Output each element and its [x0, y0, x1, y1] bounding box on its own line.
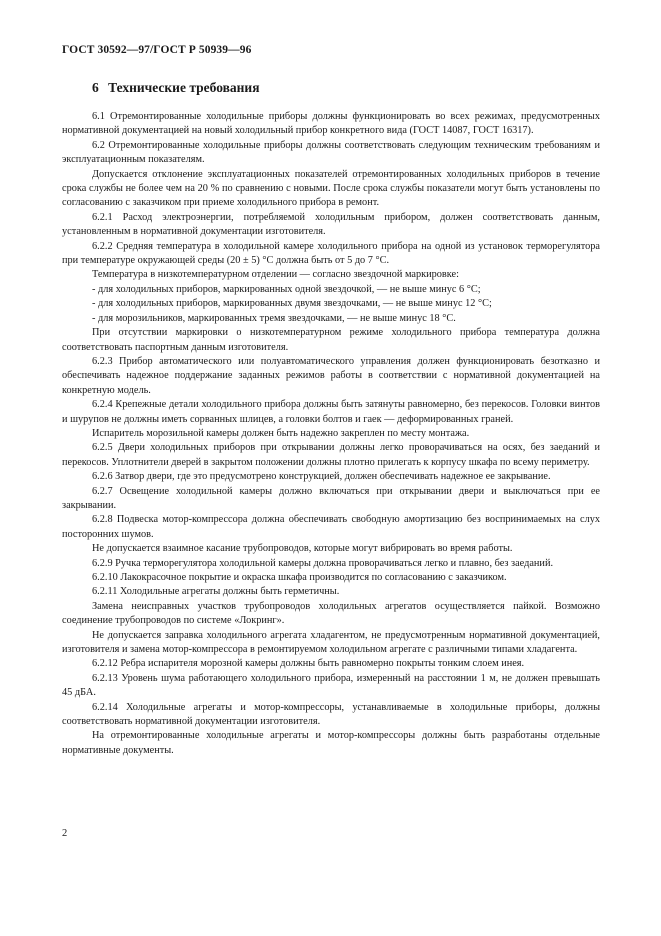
section-title	[92, 80, 260, 96]
standard-header: ГОСТ 30592—97/ГОСТ Р 50939—96	[62, 44, 252, 56]
list-item: - для холодильных приборов, маркированных двумя звездочками, — не выше минус 12 °С;	[92, 298, 492, 310]
paragraph: Температура в низкотемпературном отделении — согласно звездочной маркировке:	[92, 269, 459, 281]
paragraph: 6.2.12 Ребра испарителя морозной камеры должны быть равномерно покрыты тонким слоем инея.	[92, 658, 525, 670]
paragraph: 6.2.10 Лакокрасочное покрытие и окраска шкафа производится по согласованию с заказчиком.	[92, 572, 507, 583]
paragraph: Испаритель морозильной камеры должен быть надежно закреплен по месту монтажа.	[92, 427, 470, 439]
paragraph: 6.2.3 Прибор автоматического или полуавтоматического управления должен функционировать безотказно и обеспечивать надежное поддержание заданных режимов работы в соответствии с нормативной документацией на конкретную модель.	[62, 355, 600, 396]
paragraph: Замена неисправных участков трубопроводов холодильных агрегатов осуществляется пайкой. Возможно соединение трубопроводов по системе «Локринг».	[62, 600, 600, 627]
paragraph: 6.1 Отремонтированные холодильные приборы должны функционировать во всех режимах, предусмотренных нормативной документацией на новый холодильный прибор конкретного вида (ГОСТ 14087, ГОСТ 16317).	[62, 111, 600, 137]
paragraph: 6.2.4 Крепежные детали холодильного прибора должны быть затянуты равномерно, без перекосов. Головки винтов и шурупов не должны иметь сорванных шлицев, а головки болтов и гаек — деформированных граней.	[62, 399, 600, 425]
paragraph: Допускается отклонение эксплуатационных показателей отремонтированных холодильных приборов в течение срока службы не более чем на 20 % по сравнению с новыми. После срока службы показатели могут быть установлены по согласованию с заказчиком при приеме холодильного прибора в ремонт.	[62, 168, 600, 209]
paragraph: 6.2.8 Подвеска мотор-компрессора должна обеспечивать свободную амортизацию без воспринимаемых на слух посторонних шумов.	[62, 514, 600, 540]
paragraph: 6.2.7 Освещение холодильной камеры должно включаться при открывании двери и выключаться при ее закрывании.	[62, 485, 600, 511]
paragraph: На отремонтированные холодильные агрегаты и мотор-компрессоры должны быть разработаны отдельные нормативные документы.	[62, 730, 600, 756]
paragraph: 6.2.13 Уровень шума работающего холодильного прибора, измеренный на расстоянии 1 м, не должен превышать 45 дБА.	[62, 672, 600, 699]
paragraph: 6.2.11 Холодильные агрегаты должны быть герметичны.	[92, 586, 340, 598]
paragraph: При отсутствии маркировки о низкотемпературном режиме холодильного прибора температура должна соответствовать паспортным данным изготовителя.	[62, 327, 600, 353]
list-item: - для холодильных приборов, маркированных одной звездочкой, — не выше минус 6 °С;	[92, 283, 481, 295]
paragraph: 6.2.1 Расход электроэнергии, потребляемой холодильным прибором, должен соответствовать данным, установленным в нормативной документации изготовителя.	[62, 211, 600, 238]
list-item: - для морозильников, маркированных тремя звездочками, — не выше минус 18 °С.	[92, 312, 456, 324]
section-body	[62, 110, 600, 758]
section-number: 6	[92, 80, 99, 95]
paragraph: 6.2 Отремонтированные холодильные приборы должны соответствовать следующим техническим требованиям и эксплуатационным показателям.	[62, 139, 600, 166]
paragraph: Не допускается взаимное касание трубопроводов, которые могут вибрировать во время работы.	[92, 543, 513, 555]
paragraph: 6.2.14 Холодильные агрегаты и мотор-компрессоры, устанавливаемые в холодильные приборы, должны соответствовать нормативной документации изготовителя.	[62, 701, 600, 728]
paragraph: 6.2.5 Двери холодильных приборов при открывании должны легко проворачиваться на осях, без заеданий и перекосов. Уплотнители дверей в закрытом положении должны плотно прилегать к корпусу шкафа по всему периметру.	[62, 442, 600, 468]
paragraph: Не допускается заправка холодильного агрегата хладагентом, не предусмотренным нормативной документацией, изготовителя и замена мотор-компрессора в ремонтируемом холодильном агрегате с различными типами хладагента.	[62, 629, 600, 656]
page-number: 2	[62, 828, 68, 839]
paragraph: 6.2.2 Средняя температура в холодильной камере холодильного прибора на одной из установок терморегулятора при температуре окружающей среды (20 ± 5) °С должна быть от 5 до 7 °С.	[62, 240, 600, 267]
paragraph: 6.2.6 Затвор двери, где это предусмотрено конструкцией, должен обеспечивать надежное ее закрывание.	[92, 471, 551, 483]
section-title-text: Технические требования	[108, 80, 260, 95]
paragraph: 6.2.9 Ручка терморегулятора холодильной камеры должна проворачиваться легко и плавно, без заеданий.	[92, 557, 554, 569]
